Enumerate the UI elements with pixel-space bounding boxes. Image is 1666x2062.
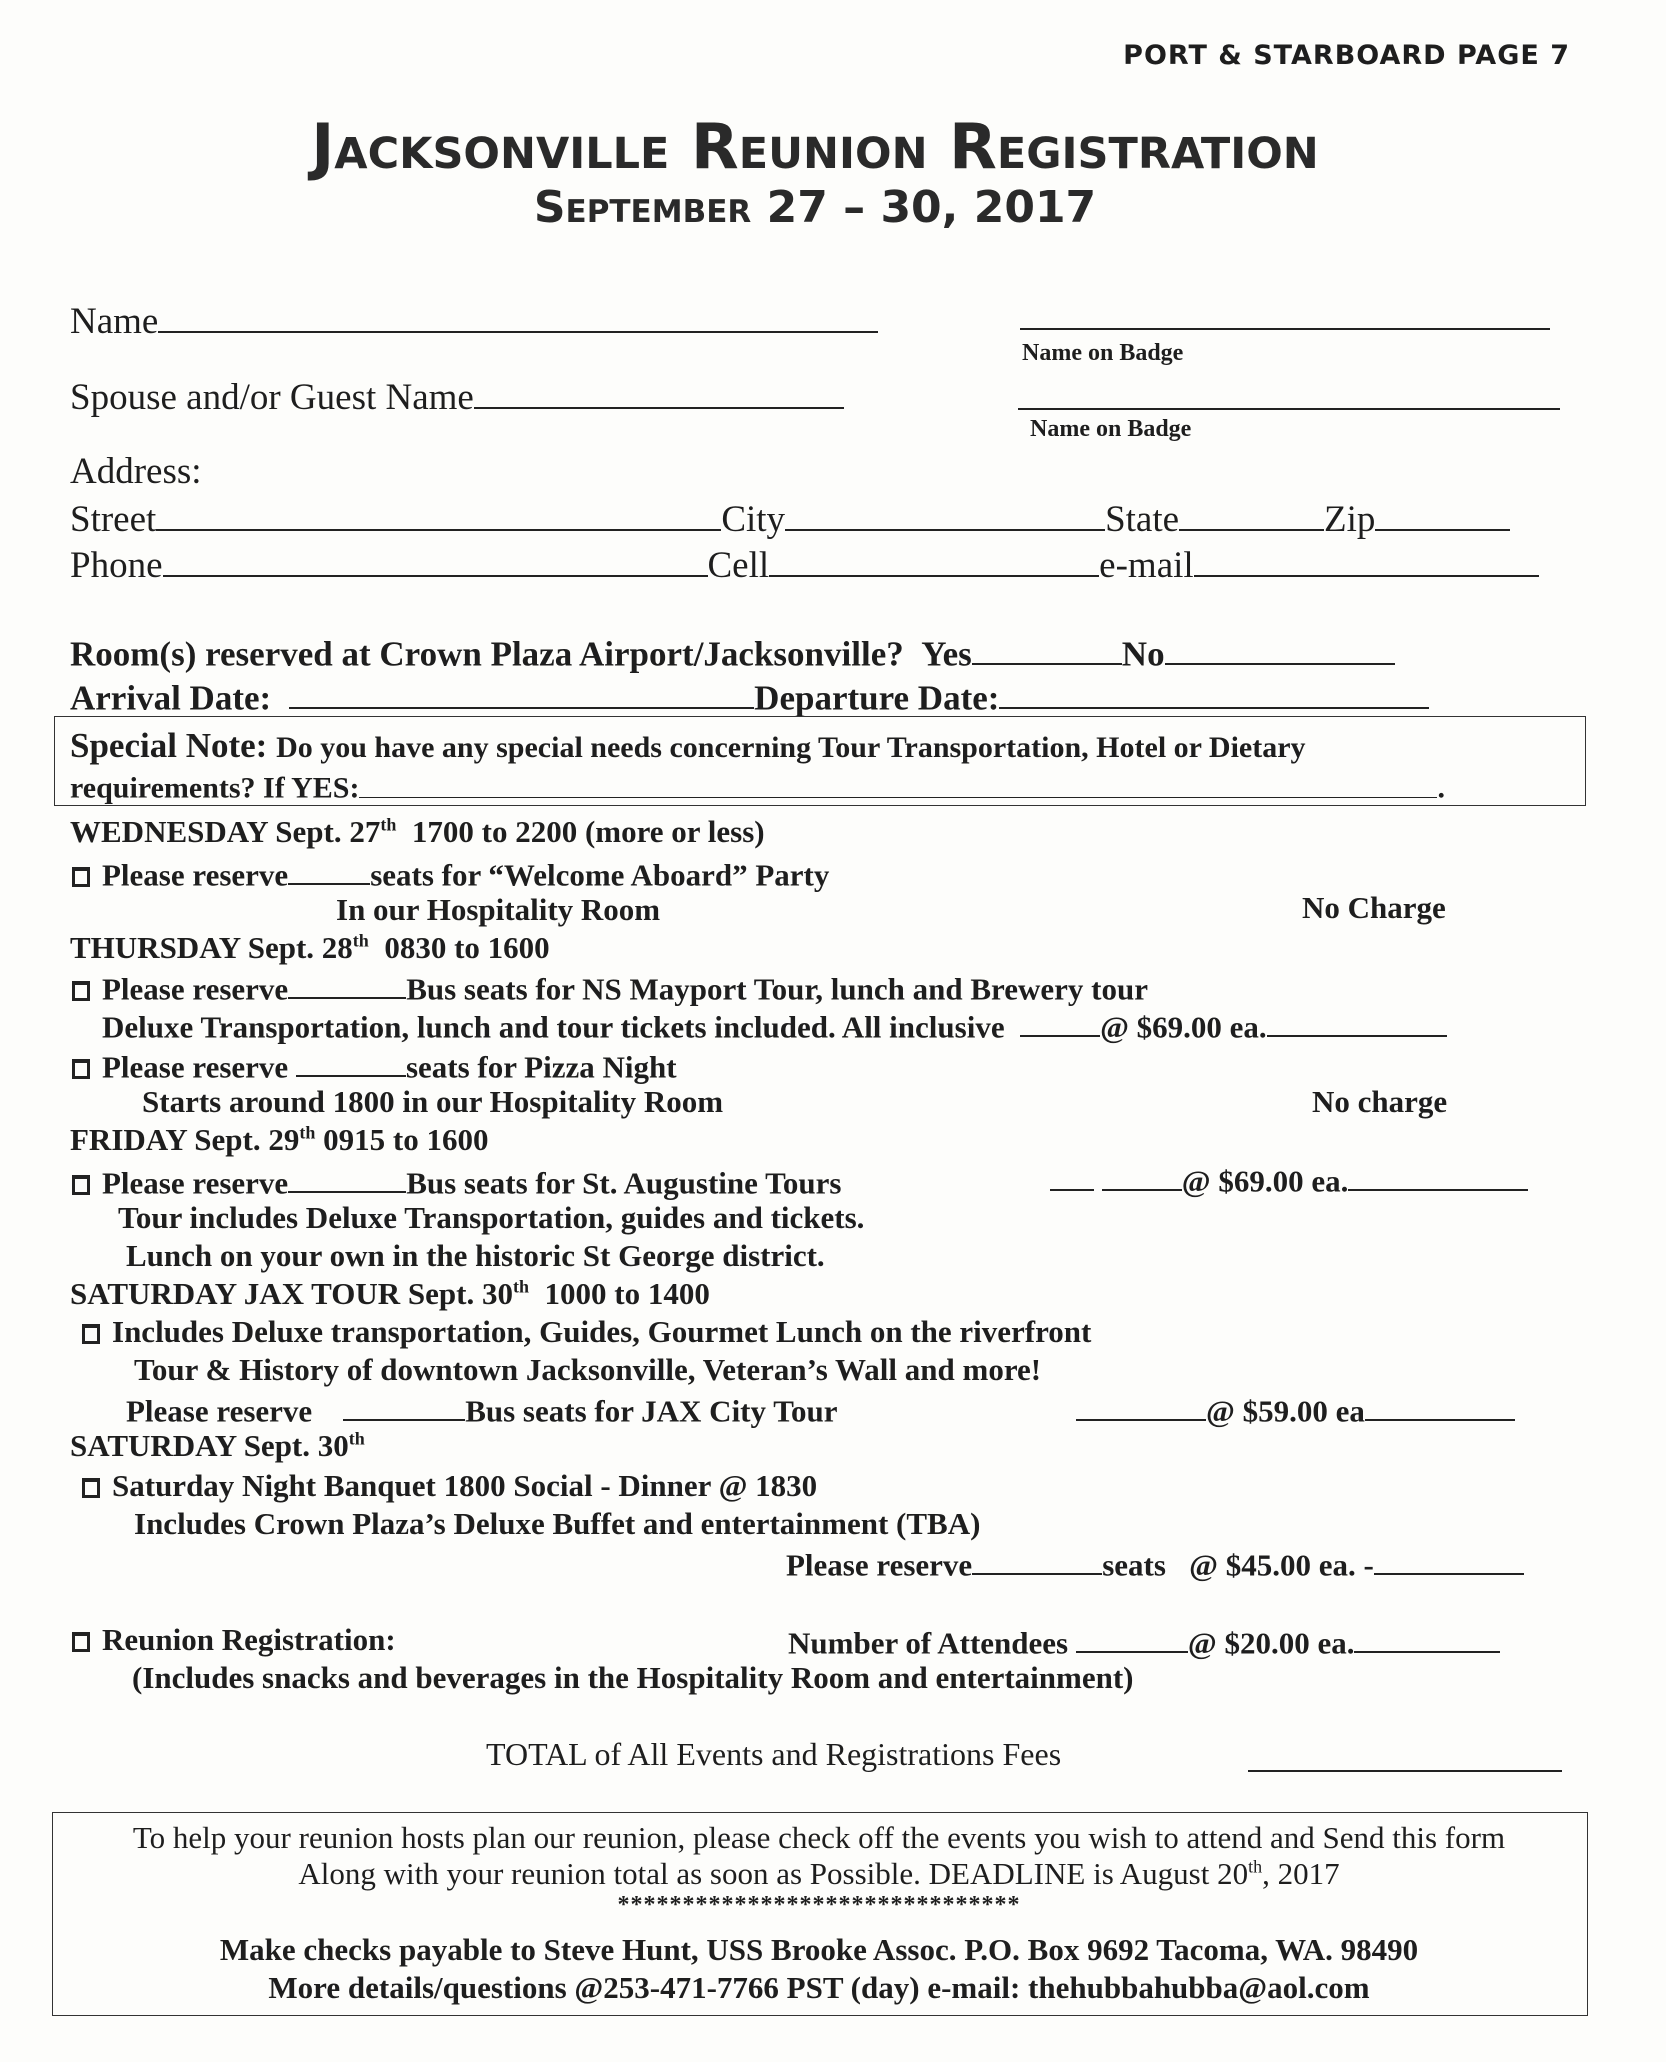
saturday-tour-desc-1: Includes Deluxe transportation, Guides, Gourmet Lunch on the riverfront (112, 1314, 1092, 1349)
saturday-banquet-day: SATURDAY Sept. 30 (70, 1428, 349, 1463)
wednesday-event-name: seats for “Welcome Aboard” Party (370, 857, 830, 893)
street-label: Street (70, 499, 157, 541)
phone-row (70, 540, 1539, 587)
saturday-tour-time: 1000 to 1400 (544, 1276, 710, 1311)
address-label: Address: (70, 451, 202, 492)
footer-deadline-year: , 2017 (1262, 1856, 1340, 1891)
yes-field[interactable] (972, 630, 1122, 665)
friday-time: 0915 to 1600 (323, 1122, 489, 1157)
arrival-field[interactable] (289, 674, 754, 709)
saturday-tour-price-row (1076, 1390, 1515, 1429)
special-note-question-2: requirements? If YES: (70, 771, 360, 805)
saturday-banquet-reserve-label: Please reserve (786, 1547, 973, 1583)
saturday-banquet-checkbox[interactable] (82, 1478, 100, 1498)
saturday-tour-reserve-label: Please reserve (126, 1393, 313, 1429)
registration-desc: (Includes snacks and beverages in the Hospitality Room and entertainment) (132, 1660, 1134, 1695)
thursday-day: THURSDAY Sept. 28 (70, 930, 353, 965)
saturday-banquet-desc: Includes Crown Plaza’s Deluxe Buffet and entertainment (TBA) (134, 1506, 981, 1541)
thursday-qty-field[interactable] (1020, 1006, 1100, 1037)
thursday-desc: Deluxe Transportation, lunch and tour tickets included. All inclusive (102, 1009, 1005, 1045)
friday-day: FRIDAY Sept. 29 (70, 1122, 300, 1157)
wednesday-checkbox[interactable] (72, 867, 90, 887)
saturday-tour-day: SATURDAY JAX TOUR Sept. 30 (70, 1276, 513, 1311)
saturday-tour-amount-field[interactable] (1365, 1390, 1515, 1421)
page-subtitle: September 27 – 30, 2017 (533, 182, 1097, 233)
dates-row (70, 674, 1429, 718)
thursday-heading (70, 930, 550, 966)
saturday-tour-qty-field[interactable] (1076, 1390, 1206, 1421)
wednesday-seats-field[interactable] (288, 854, 370, 885)
saturday-banquet-sup: th (348, 1428, 365, 1449)
registration-attendees-label: Number of Attendees (788, 1625, 1069, 1661)
no-label: No (1121, 634, 1165, 674)
cell-field[interactable] (769, 540, 1099, 577)
phone-field[interactable] (163, 540, 708, 577)
saturday-banquet-amount-field[interactable] (1374, 1544, 1524, 1575)
pizza-event-name: seats for Pizza Night (405, 1049, 677, 1085)
registration-row (72, 1622, 396, 1658)
room-row (70, 630, 1395, 674)
badge-label-1: Name on Badge (1022, 340, 1184, 366)
wednesday-day: WEDNESDAY Sept. 27 (70, 814, 381, 849)
friday-reserve-label: Please reserve (102, 1165, 289, 1201)
footer-line-3: Make checks payable to Steve Hunt, USS Brooke Assoc. P.O. Box 9692 Tacoma, WA. 98490 (219, 1932, 1419, 1967)
total-label: TOTAL of All Events and Registrations Fees (486, 1736, 1062, 1772)
special-note-row-2: requirements? If YES: . (70, 768, 1445, 806)
saturday-tour-price: @ $59.00 ea (1206, 1393, 1365, 1429)
wednesday-heading (70, 814, 765, 850)
registration-checkbox[interactable] (72, 1632, 90, 1652)
arrival-label: Arrival Date: (70, 678, 272, 718)
wednesday-charge: No Charge (1302, 890, 1446, 925)
special-note-question: Do you have any special needs concerning Tour Transportation, Hotel or Dietary (276, 731, 1306, 764)
friday-qty-field-b[interactable] (1102, 1160, 1182, 1191)
zip-label: Zip (1324, 499, 1376, 541)
saturday-tour-heading (70, 1276, 710, 1312)
badge-field-2[interactable] (1018, 408, 1560, 410)
thursday-reserve-label: Please reserve (102, 971, 289, 1007)
saturday-banquet-title: Saturday Night Banquet 1800 Social - Dinner @ 1830 (112, 1468, 818, 1503)
registration-price-row (788, 1622, 1500, 1661)
saturday-tour-seats-field[interactable] (343, 1390, 465, 1421)
thursday-seats-field[interactable] (288, 968, 406, 999)
saturday-tour-desc-row (82, 1314, 1091, 1350)
footer-line-1: To help your reunion hosts plan our reunion, please check off the events you wish to attend and Send this form (132, 1820, 1506, 1855)
saturday-tour-desc-2: Tour & History of downtown Jacksonville, Veteran’s Wall and more! (134, 1352, 1042, 1387)
street-field[interactable] (156, 494, 721, 531)
state-label: State (1105, 499, 1180, 541)
friday-price-row (1050, 1160, 1528, 1199)
friday-amount-field[interactable] (1348, 1160, 1528, 1191)
friday-checkbox[interactable] (72, 1175, 90, 1195)
saturday-tour-event-name: Bus seats for JAX City Tour (465, 1393, 838, 1429)
registration-attendees-field[interactable] (1076, 1622, 1188, 1653)
thursday-amount-field[interactable] (1267, 1006, 1447, 1037)
street-row (70, 494, 1510, 541)
friday-qty-field-a[interactable] (1050, 1160, 1094, 1191)
footer-line-2 (54, 1856, 1584, 1892)
special-note-row (70, 726, 1306, 766)
cell-label: Cell (707, 545, 770, 587)
pizza-reserve-label: Please reserve (102, 1049, 289, 1085)
thursday-price: @ $69.00 ea. (1100, 1009, 1267, 1045)
pizza-checkbox[interactable] (72, 1059, 90, 1079)
wednesday-reserve-row (72, 854, 829, 893)
friday-reserve-row (72, 1162, 841, 1201)
registration-amount-field[interactable] (1354, 1622, 1500, 1653)
thursday-desc-row (102, 1006, 1447, 1045)
wednesday-sup: th (380, 814, 397, 835)
room-question: Room(s) reserved at Crown Plaza Airport/Jacksonville? (70, 634, 904, 674)
badge-field-1[interactable] (1020, 328, 1550, 330)
spouse-field[interactable] (474, 372, 844, 409)
saturday-tour-sup: th (512, 1276, 529, 1297)
friday-heading (70, 1122, 488, 1158)
saturday-banquet-reserve-row (786, 1544, 1524, 1583)
page-label: PORT & STARBOARD PAGE 7 (1123, 40, 1570, 71)
thursday-time: 0830 to 1600 (384, 930, 550, 965)
wednesday-time: 1700 to 2200 (more or less) (411, 814, 765, 849)
email-field[interactable] (1194, 540, 1539, 577)
friday-desc-1: Tour includes Deluxe Transportation, guides and tickets. (118, 1200, 865, 1235)
saturday-banquet-title-row (82, 1468, 817, 1504)
name-row (70, 296, 878, 343)
page-title: Jacksonville Reunion Registration (311, 110, 1319, 183)
friday-desc-2: Lunch on your own in the historic St George district. (126, 1238, 825, 1273)
footer-line-4: More details/questions @253-471-7766 PST (day) e-mail: thehubbahubba@aol.com (268, 1970, 1370, 2005)
pizza-reserve-row (72, 1046, 677, 1085)
wednesday-reserve-label: Please reserve (102, 857, 289, 893)
spouse-row (70, 372, 844, 419)
registration-price: @ $20.00 ea. (1187, 1625, 1355, 1661)
friday-sup: th (299, 1122, 316, 1143)
thursday-sup: th (352, 930, 369, 951)
yes-label: Yes (921, 634, 972, 674)
saturday-banquet-seats-label: seats (1102, 1547, 1166, 1583)
saturday-banquet-heading (70, 1428, 365, 1464)
saturday-banquet-seats-field[interactable] (972, 1544, 1102, 1575)
pizza-seats-field[interactable] (296, 1046, 406, 1077)
friday-seats-field[interactable] (288, 1162, 406, 1193)
email-label: e-mail (1099, 545, 1194, 587)
friday-price: @ $69.00 ea. (1181, 1163, 1349, 1199)
saturday-tour-reserve-row (126, 1390, 838, 1429)
zip-field[interactable] (1375, 494, 1510, 531)
footer-deadline-sup: th (1248, 1856, 1263, 1877)
thursday-event-name: Bus seats for NS Mayport Tour, lunch and Brewery tour (406, 971, 1148, 1007)
thursday-checkbox[interactable] (72, 981, 90, 1001)
no-field[interactable] (1165, 630, 1395, 665)
name-label: Name (70, 301, 159, 343)
pizza-desc: Starts around 1800 in our Hospitality Room (142, 1084, 724, 1119)
footer-deadline: Along with your reunion total as soon as Possible. DEADLINE is August 20 (298, 1856, 1249, 1891)
saturday-banquet-price: @ $45.00 ea. - (1189, 1547, 1374, 1583)
total-field[interactable] (1248, 1770, 1562, 1772)
special-needs-field[interactable] (359, 768, 1437, 798)
name-field[interactable] (158, 296, 878, 333)
departure-label: Departure Date: (754, 678, 1000, 718)
state-field[interactable] (1179, 494, 1324, 531)
city-label: City (721, 499, 786, 541)
footer-stars: ******************************* (617, 1892, 1021, 1918)
friday-event-name: Bus seats for St. Augustine Tours (406, 1165, 842, 1201)
city-field[interactable] (785, 494, 1105, 531)
thursday-reserve-row (72, 968, 1148, 1007)
wednesday-location: In our Hospitality Room (336, 892, 661, 927)
phone-label: Phone (70, 545, 163, 587)
special-note-title: Special Note: (70, 726, 268, 765)
registration-label: Reunion Registration: (102, 1622, 396, 1657)
departure-field[interactable] (999, 674, 1429, 709)
spouse-label: Spouse and/or Guest Name (70, 377, 474, 419)
saturday-tour-checkbox[interactable] (82, 1324, 100, 1344)
badge-label-2: Name on Badge (1030, 416, 1192, 442)
pizza-charge: No charge (1312, 1084, 1448, 1119)
